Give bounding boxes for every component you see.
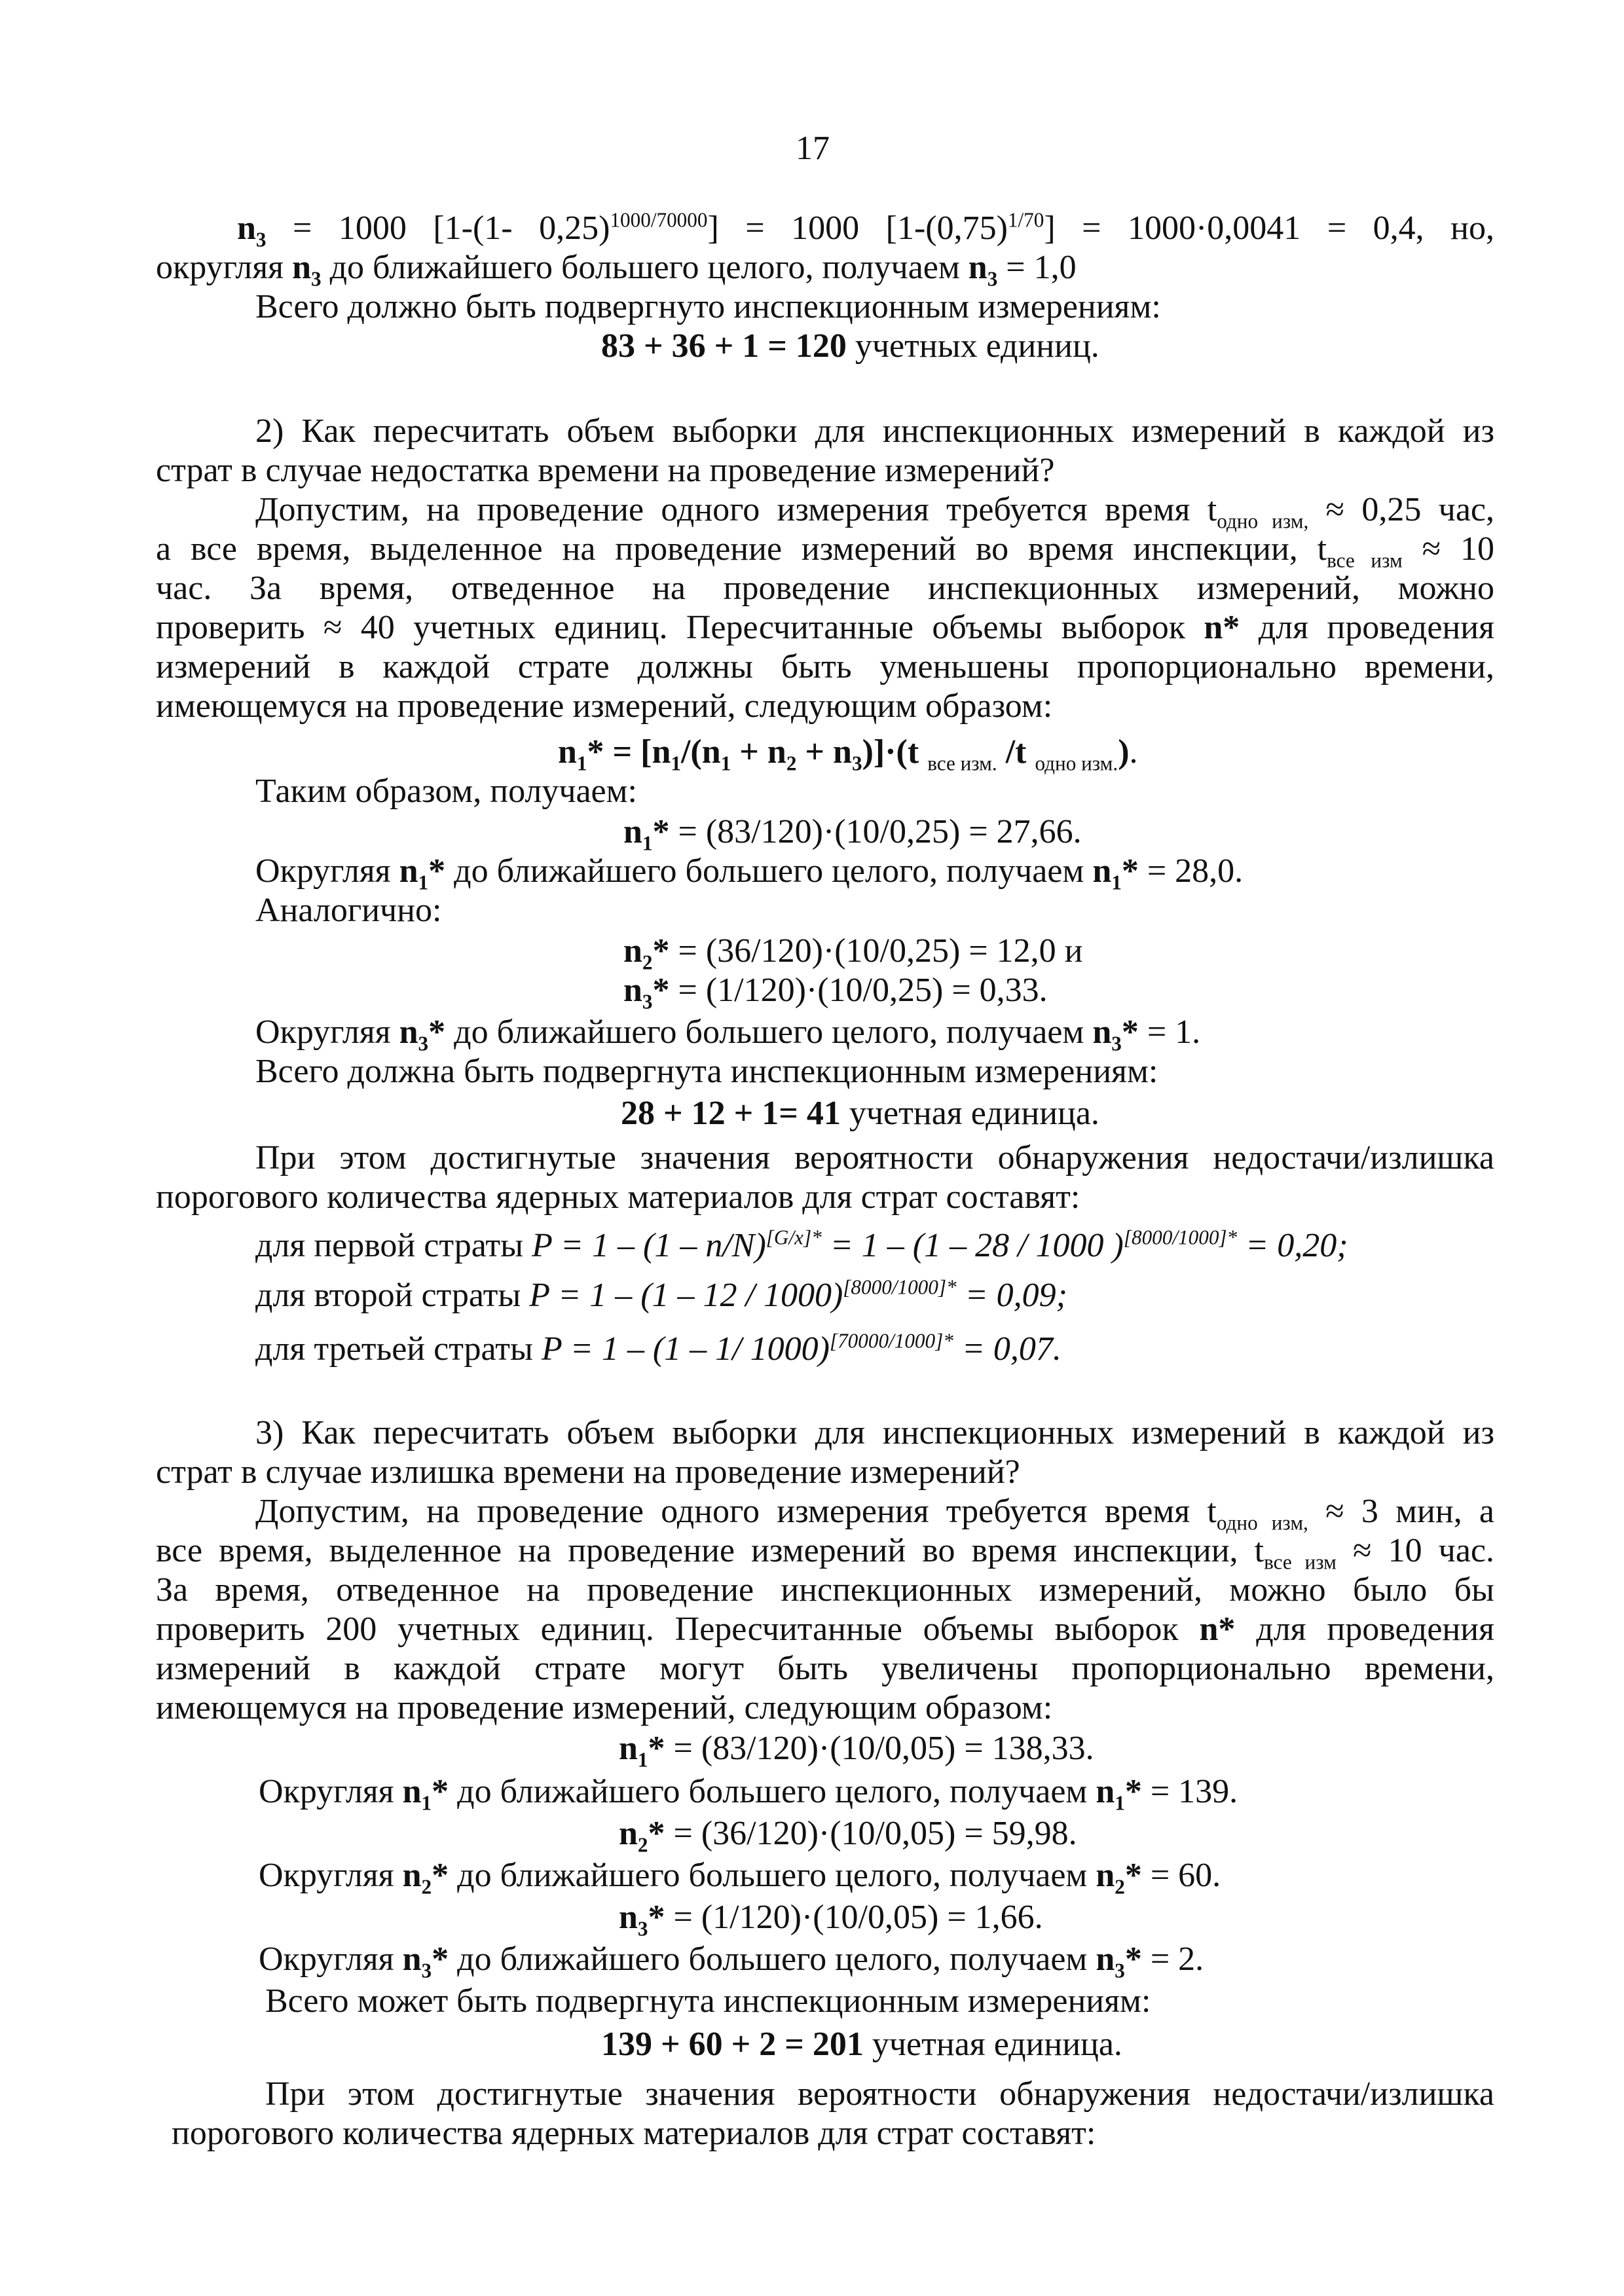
text-line: имеющемуся на проведение измерений, следующим образом: — [156, 1689, 1053, 1726]
text-line: 2) Как пересчитать объем выборки для инспекционных измерений в каждой из — [255, 412, 1494, 450]
text-line: $n_3 = 1000$ [1-(1- 0,25)$^{1000/70000}$] = 1000 $[1-(0,75)^{1/70}] = 1000\cdot 0,0041 = 0,4$, но, — [237, 208, 1494, 251]
page-number: 17 — [796, 130, 830, 167]
text-line: За время, отведенное на проведение инспекционных измерений, можно было бы — [156, 1571, 1494, 1609]
formula-line: для первой страты P = 1 – (1 – n/N)$^{[G/x]*}$ = 1 – (1 – 28 / 1000 )$^{[8000/1000]*}$ = 0,20; — [255, 1226, 1348, 1264]
text-line: 3) Как пересчитать объем выборки для инспекционных измерений в каждой из — [255, 1414, 1494, 1451]
text-line: округляя $n_3$ до ближайшего большего целого, получаем $n_3 = 1,0$ — [156, 249, 1077, 291]
formula-line: $n_2* = (36/120)\cdot(10/0,05) = 59,98$. — [619, 1815, 1077, 1857]
text-line: 83 + 36 + 1 = 120 учетных единиц. — [601, 327, 1099, 365]
formula-line: $n_1* = (83/120)\cdot(10/0,05) = 138,33$. — [619, 1730, 1094, 1772]
text-line: измерений в каждой страте могут быть увеличены пропорционально времени, — [156, 1650, 1494, 1687]
formula-line: $n_1* = (83/120)\cdot(10/0,25) = 27,66$. — [623, 813, 1082, 855]
text-line: Всего может быть подвергнута инспекционным измерениям: — [265, 1982, 1151, 2020]
formula-line: $n_1* = [n_1/(n_1 + n_2 + n_3)]\cdot(t$ $_{все изм.}$ /t $_{одно изм.}$). — [558, 733, 1138, 775]
text-line: проверить ≈ 40 учетных единиц. Пересчитанные объемы выборок n* для проведения — [156, 609, 1494, 646]
text-line: имеющемуся на проведение измерений, следующим образом: — [156, 687, 1053, 725]
text-line: Всего должно быть подвергнуто инспекционным измерениям: — [255, 288, 1161, 325]
text-line: час. За время, отведенное на проведение инспекционных измерений, можно — [156, 570, 1494, 607]
text-line: Допустим, на проведение одного измерения требуется время $t_{одно изм,} \approx 3$ мин, а — [255, 1493, 1495, 1535]
text-line: а все время, выделенное на проведение измерений во время инспекции, $t_{все изм} \approx 10$ — [156, 530, 1494, 572]
text-line: Всего должна быть подвергнута инспекционным измерениям: — [255, 1053, 1158, 1090]
text-line: Округляя $n_1*$ до ближайшего большего целого, получаем $n_1* = 139$. — [259, 1773, 1238, 1815]
text-line: Округляя $n_3*$ до ближайшего большего целого, получаем $n_3* = 1$. — [255, 1013, 1201, 1055]
text-line: 139 + 60 + 2 = 201 учетная единица. — [601, 2026, 1122, 2063]
text-line: Аналогично: — [255, 892, 442, 929]
text-line: Округляя $n_2*$ до ближайшего большего целого, получаем $n_2* = 60$. — [259, 1857, 1221, 1899]
text-line: Допустим, на проведение одного измерения требуется время $t_{одно изм,} \approx 0,25$ час, — [255, 491, 1494, 533]
text-line: порогового количества ядерных материалов для страт составят: — [172, 2115, 1096, 2152]
text-line: проверить 200 учетных единиц. Пересчитанные объемы выборок n* для проведения — [156, 1611, 1495, 1648]
text-line: все время, выделенное на проведение измерений во время инспекции, $t_{все изм} \approx 10$ час. — [156, 1532, 1494, 1574]
formula-line: $n_2* = (36/120)\cdot(10/0,25) = 12,0$ и — [623, 932, 1083, 974]
formula-line: $n_3* = (1/120)\cdot(10/0,05) = 1,66$. — [619, 1899, 1043, 1941]
formula-line: для второй страты P = 1 – (1 – 12 / 1000)$^{[8000/1000]*}$ = 0,09; — [255, 1275, 1067, 1314]
text-line: страт в случае излишка времени на проведение измерений? — [156, 1453, 1020, 1491]
formula-line: для третьей страты P = 1 – (1 – 1/ 1000)$^{[70000/1000]*}$ = 0,07. — [255, 1329, 1061, 1368]
text-line: измерений в каждой страте должны быть уменьшены пропорционально времени, — [156, 648, 1494, 685]
text-line: Таким образом, получаем: — [255, 773, 637, 810]
text-line: При этом достигнутые значения вероятности обнаружения недостачи/излишка — [255, 1139, 1494, 1176]
text-line: страт в случае недостатка времени на проведение измерений? — [156, 452, 1055, 489]
formula-line: $n_3* = (1/120)\cdot(10/0,25) = 0,33$. — [623, 972, 1048, 1013]
text-line: Округляя $n_3*$ до ближайшего большего целого, получаем $n_3* = 2$. — [259, 1941, 1204, 1982]
text-line: Округляя $n_1*$ до ближайшего большего целого, получаем $n_1* = 28,0$. — [255, 852, 1244, 894]
text-line: порогового количества ядерных материалов для страт составят: — [156, 1178, 1080, 1216]
text-line: 28 + 12 + 1= 41 учетная единица. — [621, 1095, 1099, 1132]
text-line: При этом достигнутые значения вероятности обнаружения недостачи/излишка — [265, 2075, 1494, 2113]
